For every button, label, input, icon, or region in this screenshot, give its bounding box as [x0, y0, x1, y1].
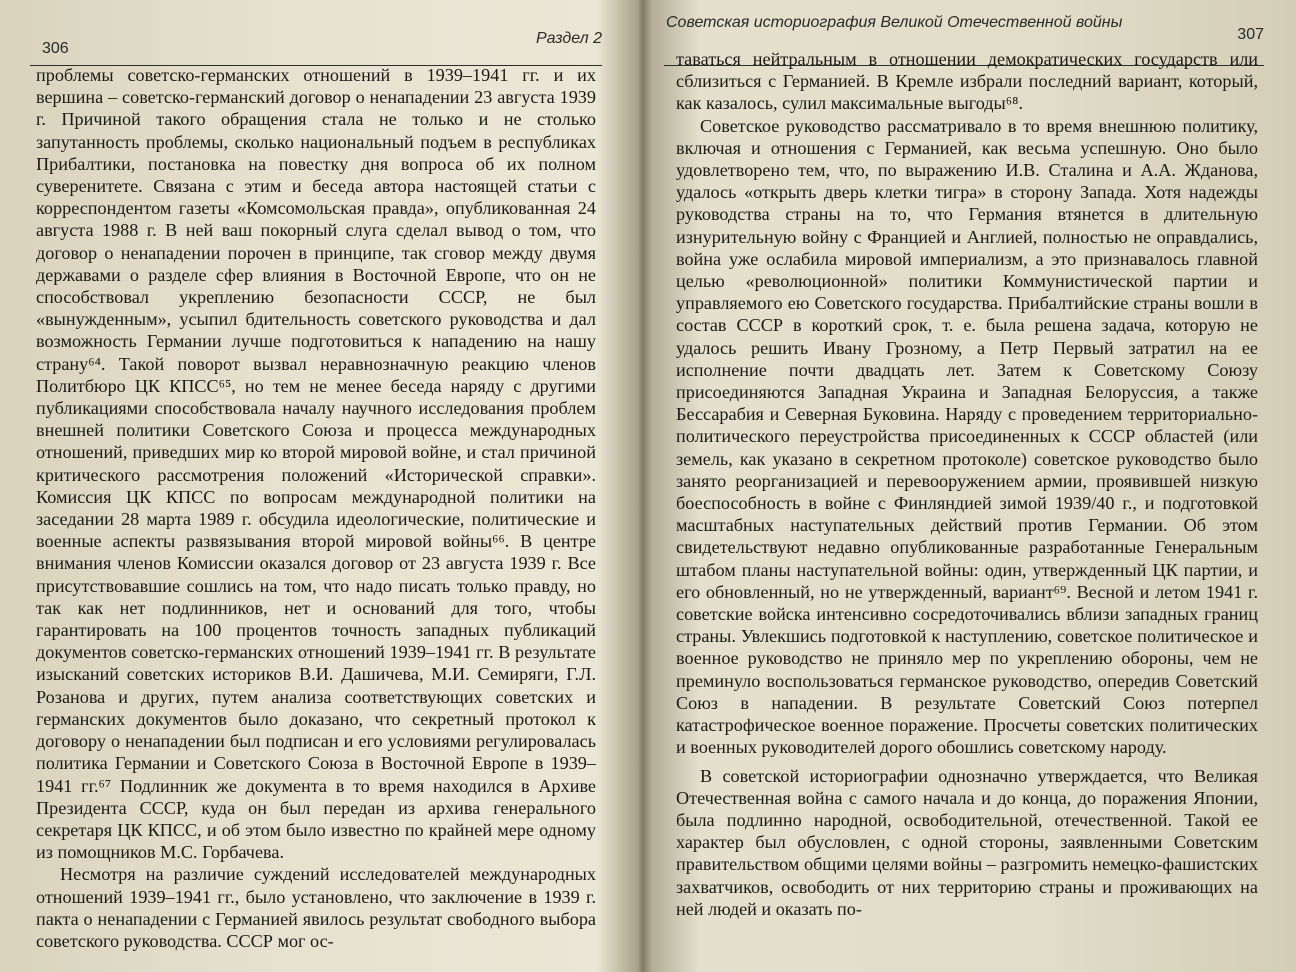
- body-text-right: [676, 48, 1258, 920]
- paragraph: Советское руководство рассматривало в то время внешнюю политику, включая и отношения с Германией, как весьма успешную. Оно было удовлетворено тем, что, по выражению И.В. Сталина и А.А. Жданова, удалось «открыть дверь клетки тигра» в сторону Запада. Хотя надежды руководства страны на то, что Германия втянется в длительную изнурительную войну с Францией и Англией, полностью не оправдались, война уже ослабила мировой империализм, а это признавалось главной целью «революционной» политики Коммунистической партии и управляемого ею Советского государства. Прибалтийские страны вошли в состав СССР в короткий срок, т. е. была решена задача, которую не удалось решить Ивану Грозному, а Петр Первый затратил на ее исполнение почти двадцать лет. Затем к Советскому Союзу присоединяются Западная Украина и Западная Белоруссия, а также Бессарабия и Северная Буковина. Наряду с проведением территориально-политического переустройства присоединенных к СССР областей (или земель, как указано в секретном протоколе) советское руководство было занято реорганизацией и перевооружением армии, проявившей низкую боеспособность в войне с Финляндией зимой 1939/40 г., и подготовкой масштабных наступательных действий против Германии. Об этом свидетельствуют недавно опубликованные разработанные Генеральным штабом планы наступательной войны: один, утвержденный ЦК партии, и его обновленный, но не утвержденный, вариант⁶⁹. Весной и летом 1941 г. советские войска интенсивно сосредоточивались вблизи западных границ страны. Увлекшись подготовкой к наступлению, советское политическое и военное руководство не приняло мер по укреплению обороны, чем не преминуло воспользоваться германское руководство, опередив Советский Союз в нападении. В результате Советский Союз потерпел катастрофическое военное поражение. Просчеты советских политических и военных руководителей дорого обошлись советскому народу.: [676, 115, 1258, 758]
- paragraph: проблемы советско-германских отношений в 1939–1941 гг. и их вершина – советско-германский договор о ненападении 23 августа 1939 г. Причиной такого обращения стала не только и не столько запутанность проблемы, сколько национальный подъем в республиках Прибалтики, постановка на повестку дня вопроса об их полном суверенитете. Связана с этим и беседа автора настоящей статьи с корреспондентом газеты «Комсомольская правда», опубликованная 24 августа 1988 г. В ней ваш покорный слуга сделал вывод о том, что договор о ненападении порочен в принципе, так сговор между двумя державами о разделе сфер влияния в Восточной Европе, что он не способствовал укреплению безопасности СССР, не был «вынужденным», усыпил бдительность советского руководства и дал возможность Германии лучше подготовиться к нападению на нашу страну⁶⁴. Такой поворот вызвал неравнозначную реакцию членов Политбюро ЦК КПСС⁶⁵, но тем не менее беседа наряду с другими публикациями способствовала началу научного исследования проблем внешней политики Советского Союза и процесса международных отношений, приведших мир ко второй мировой войне, и стал причиной критического рассмотрения положений «Исторической справки». Комиссия ЦК КПСС по вопросам международной политики на заседании 28 марта 1989 г. обсудила идеологические, политические и военные аспекты развязывания второй мировой войны⁶⁶. В центре внимания членов Комиссии оказался договор от 23 августа 1939 г. Все присутствовавшие сошлись на том, что надо писать только правду, но так как нет подлинников, нет и оснований для того, чтобы гарантировать на 100 процентов точность западных публикаций документов советско-германских отношений 1939–1941 гг. В результате изысканий советских историков В.И. Дашичева, М.И. Семиряги, Г.Л. Розанова и других, путем анализа соответствующих советских и германских документов было доказано, что секретный протокол к договору о ненападении был подписан и его условиями регулировалась политика Германии и Советского Союза в Восточной Европе в 1939–1941 гг.⁶⁷ Подлинник же документа в то время находился в Архиве Президента СССР, куда он был передан из архива генерального секретаря ЦК КПСС, и об этом было известно по крайней мере одному из помощников М.С. Горбачева.: [36, 65, 596, 863]
- running-head-left: [30, 0, 602, 66]
- left-page: [0, 0, 628, 972]
- paragraph: таваться нейтральным в отношении демократических государств или сблизиться с Германией. В Кремле избрали последний вариант, который, как казалось, сулил максимальные выгоды⁶⁸.: [676, 49, 1258, 114]
- page-number-right: 307: [1237, 26, 1264, 43]
- body-text-left: [36, 64, 596, 952]
- running-head-title-right: Советская историография Великой Отечественной войны: [666, 14, 1123, 31]
- paragraph: Несмотря на различие суждений исследователей международных отношений 1939–1941 гг., было установлено, что заключение в 1939 г. пакта о ненападении с Германией явилось результат свободного выбора советского руководства. СССР мог ос-: [36, 864, 596, 951]
- paragraph: В советской историографии однозначно утверждается, что Великая Отечественная война с самого начала и до конца, до поражения Японии, была подлинно народной, освободительной, отечественной. Такой ее характер был обусловлен, с одной стороны, заявленными Советским правительством общими целями войны – разгромить немецко-фашистских захватчиков, освободить от них территорию страны и проживающих на ней людей и оказать по-: [676, 765, 1258, 919]
- running-head-title-left: Раздел 2: [535, 30, 602, 47]
- right-page: [636, 0, 1296, 972]
- page-number-left: 306: [42, 40, 69, 57]
